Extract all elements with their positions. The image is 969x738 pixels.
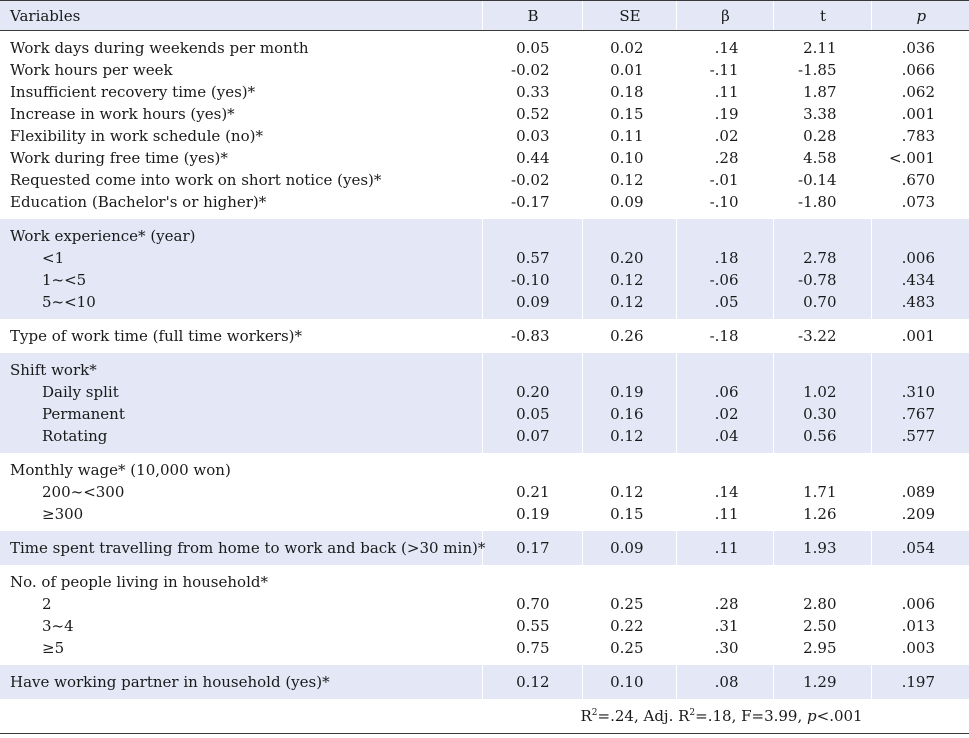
cell-se: 0.16 — [582, 403, 676, 425]
cell-p — [871, 565, 969, 593]
cell-t — [773, 565, 871, 593]
cell-p: .066 — [871, 59, 969, 81]
variable-label: Shift work* — [0, 353, 482, 381]
cell-se: 0.25 — [582, 593, 676, 615]
cell-b: 0.07 — [482, 425, 582, 453]
cell-se: 0.01 — [582, 59, 676, 81]
cell-b: 0.17 — [482, 531, 582, 565]
cell-beta: .11 — [676, 503, 773, 531]
cell-p: .783 — [871, 125, 969, 147]
cell-beta: .11 — [676, 531, 773, 565]
cell-t: -3.22 — [773, 319, 871, 353]
cell-b — [482, 453, 582, 481]
cell-p: .006 — [871, 593, 969, 615]
cell-t: 4.58 — [773, 147, 871, 169]
cell-se: 0.09 — [582, 191, 676, 219]
cell-t: -1.85 — [773, 59, 871, 81]
table-row — [0, 665, 969, 699]
variable-label: Work experience* (year) — [0, 219, 482, 247]
cell-b: 0.20 — [482, 381, 582, 403]
table-row — [0, 147, 969, 169]
table-row — [0, 59, 969, 81]
cell-beta: .18 — [676, 247, 773, 269]
variable-label: Type of work time (full time workers)* — [0, 319, 482, 353]
cell-t: 1.29 — [773, 665, 871, 699]
sublevel-label: 1~<5 — [0, 269, 482, 291]
sublevel-label: 5~<10 — [0, 291, 482, 319]
cell-t: 1.93 — [773, 531, 871, 565]
cell-b: 0.19 — [482, 503, 582, 531]
cell-se: 0.12 — [582, 291, 676, 319]
cell-p: .089 — [871, 481, 969, 503]
table-row — [0, 381, 969, 403]
cell-b — [482, 565, 582, 593]
cell-t: -0.14 — [773, 169, 871, 191]
cell-se — [582, 453, 676, 481]
table-row — [0, 481, 969, 503]
cell-se: 0.22 — [582, 615, 676, 637]
cell-t: 2.95 — [773, 637, 871, 665]
cell-b: 0.12 — [482, 665, 582, 699]
cell-t: 2.11 — [773, 31, 871, 60]
cell-beta: -.10 — [676, 191, 773, 219]
cell-p: .062 — [871, 81, 969, 103]
model-fit-stats: $R^2=.24$, Adj. $R^2=.18$, F=3.99, p<.001 — [482, 699, 969, 734]
cell-se: 0.18 — [582, 81, 676, 103]
cell-se — [582, 565, 676, 593]
cell-se: 0.12 — [582, 269, 676, 291]
variable-label: Work during free time (yes)* — [0, 147, 482, 169]
cell-p: .577 — [871, 425, 969, 453]
cell-beta: .28 — [676, 593, 773, 615]
cell-p: .767 — [871, 403, 969, 425]
header-variables: Variables — [0, 1, 482, 31]
cell-t: 0.70 — [773, 291, 871, 319]
variable-label: Flexibility in work schedule (no)* — [0, 125, 482, 147]
table-row — [0, 319, 969, 353]
table-row — [0, 353, 969, 381]
cell-t: 3.38 — [773, 103, 871, 125]
table-row — [0, 191, 969, 219]
cell-t: 0.30 — [773, 403, 871, 425]
sublevel-label: <1 — [0, 247, 482, 269]
cell-b: -0.02 — [482, 169, 582, 191]
table-row — [0, 125, 969, 147]
cell-beta: -.01 — [676, 169, 773, 191]
cell-t: 0.56 — [773, 425, 871, 453]
cell-t: -0.78 — [773, 269, 871, 291]
cell-b: 0.75 — [482, 637, 582, 665]
cell-p: .073 — [871, 191, 969, 219]
header-t: t — [773, 1, 871, 31]
cell-p: .670 — [871, 169, 969, 191]
cell-beta: -.18 — [676, 319, 773, 353]
variable-label: Education (Bachelor's or higher)* — [0, 191, 482, 219]
table-row — [0, 403, 969, 425]
cell-p: .054 — [871, 531, 969, 565]
cell-b: 0.05 — [482, 403, 582, 425]
sublevel-label: Rotating — [0, 425, 482, 453]
cell-se: 0.09 — [582, 531, 676, 565]
model-fit-row — [0, 699, 969, 734]
sublevel-label: ≥5 — [0, 637, 482, 665]
cell-beta: .19 — [676, 103, 773, 125]
cell-beta — [676, 453, 773, 481]
table-row — [0, 637, 969, 665]
cell-p — [871, 353, 969, 381]
cell-t: 1.71 — [773, 481, 871, 503]
header-p: p — [871, 1, 969, 31]
cell-beta — [676, 219, 773, 247]
cell-se: 0.02 — [582, 31, 676, 60]
cell-beta: .06 — [676, 381, 773, 403]
cell-beta — [676, 353, 773, 381]
cell-b — [482, 219, 582, 247]
cell-t: 0.28 — [773, 125, 871, 147]
cell-se — [582, 219, 676, 247]
variable-label: Increase in work hours (yes)* — [0, 103, 482, 125]
cell-p — [871, 219, 969, 247]
cell-b: -0.02 — [482, 59, 582, 81]
sublevel-label: Daily split — [0, 381, 482, 403]
sublevel-label: 3~4 — [0, 615, 482, 637]
variable-label: Work days during weekends per month — [0, 31, 482, 60]
cell-se — [582, 353, 676, 381]
cell-p — [871, 453, 969, 481]
cell-beta: .05 — [676, 291, 773, 319]
cell-b: -0.83 — [482, 319, 582, 353]
cell-beta: .14 — [676, 481, 773, 503]
cell-b: 0.70 — [482, 593, 582, 615]
cell-se: 0.20 — [582, 247, 676, 269]
cell-t: 1.26 — [773, 503, 871, 531]
cell-b: 0.55 — [482, 615, 582, 637]
cell-beta — [676, 565, 773, 593]
variable-label: Requested come into work on short notice (yes)* — [0, 169, 482, 191]
cell-b: -0.17 — [482, 191, 582, 219]
cell-beta: .02 — [676, 403, 773, 425]
cell-p: .003 — [871, 637, 969, 665]
table-row — [0, 219, 969, 247]
table-body — [0, 31, 969, 700]
cell-t: 2.80 — [773, 593, 871, 615]
header-se: SE — [582, 1, 676, 31]
sublevel-label: Permanent — [0, 403, 482, 425]
cell-se: 0.12 — [582, 169, 676, 191]
cell-beta: -.11 — [676, 59, 773, 81]
cell-se: 0.11 — [582, 125, 676, 147]
cell-beta: .30 — [676, 637, 773, 665]
cell-se: 0.19 — [582, 381, 676, 403]
cell-b: 0.52 — [482, 103, 582, 125]
variable-label: Work hours per week — [0, 59, 482, 81]
cell-t: -1.80 — [773, 191, 871, 219]
table-row — [0, 269, 969, 291]
cell-p: .197 — [871, 665, 969, 699]
cell-t — [773, 453, 871, 481]
table-row — [0, 103, 969, 125]
cell-p: .013 — [871, 615, 969, 637]
cell-se: 0.26 — [582, 319, 676, 353]
table-row — [0, 291, 969, 319]
cell-beta: .11 — [676, 81, 773, 103]
cell-se: 0.12 — [582, 481, 676, 503]
cell-p: .036 — [871, 31, 969, 60]
cell-beta: .28 — [676, 147, 773, 169]
cell-p: .006 — [871, 247, 969, 269]
cell-p: <.001 — [871, 147, 969, 169]
table-row — [0, 247, 969, 269]
cell-p: .483 — [871, 291, 969, 319]
cell-beta: -.06 — [676, 269, 773, 291]
variable-label: No. of people living in household* — [0, 565, 482, 593]
cell-p: .434 — [871, 269, 969, 291]
cell-beta: .02 — [676, 125, 773, 147]
table-row — [0, 31, 969, 60]
sublevel-label: 200~<300 — [0, 481, 482, 503]
cell-p: .001 — [871, 319, 969, 353]
header-beta: β — [676, 1, 773, 31]
table-row — [0, 503, 969, 531]
cell-beta: .04 — [676, 425, 773, 453]
cell-b — [482, 353, 582, 381]
cell-se: 0.12 — [582, 425, 676, 453]
cell-p: .001 — [871, 103, 969, 125]
table-header — [0, 1, 969, 31]
table-row — [0, 615, 969, 637]
table-row — [0, 81, 969, 103]
cell-t: 2.78 — [773, 247, 871, 269]
cell-b: 0.57 — [482, 247, 582, 269]
table-row — [0, 169, 969, 191]
cell-b: 0.44 — [482, 147, 582, 169]
table-row — [0, 531, 969, 565]
cell-b: 0.05 — [482, 31, 582, 60]
cell-p: .209 — [871, 503, 969, 531]
sublevel-label: ≥300 — [0, 503, 482, 531]
cell-t — [773, 219, 871, 247]
cell-t: 2.50 — [773, 615, 871, 637]
cell-beta: .31 — [676, 615, 773, 637]
header-b: B — [482, 1, 582, 31]
cell-b: 0.03 — [482, 125, 582, 147]
cell-t — [773, 353, 871, 381]
cell-se: 0.25 — [582, 637, 676, 665]
cell-t: 1.02 — [773, 381, 871, 403]
sublevel-label: 2 — [0, 593, 482, 615]
table-row — [0, 593, 969, 615]
cell-t: 1.87 — [773, 81, 871, 103]
cell-p: .310 — [871, 381, 969, 403]
variable-label: Monthly wage* (10,000 won) — [0, 453, 482, 481]
cell-se: 0.15 — [582, 503, 676, 531]
cell-se: 0.10 — [582, 147, 676, 169]
table-row — [0, 565, 969, 593]
table-row — [0, 425, 969, 453]
cell-beta: .14 — [676, 31, 773, 60]
variable-label: Insufficient recovery time (yes)* — [0, 81, 482, 103]
cell-se: 0.15 — [582, 103, 676, 125]
cell-se: 0.10 — [582, 665, 676, 699]
cell-b: -0.10 — [482, 269, 582, 291]
table-row — [0, 453, 969, 481]
variable-label: Have working partner in household (yes)* — [0, 665, 482, 699]
cell-b: 0.21 — [482, 481, 582, 503]
cell-b: 0.09 — [482, 291, 582, 319]
variable-label: Time spent travelling from home to work and back (>30 min)* — [0, 531, 482, 565]
cell-b: 0.33 — [482, 81, 582, 103]
cell-beta: .08 — [676, 665, 773, 699]
